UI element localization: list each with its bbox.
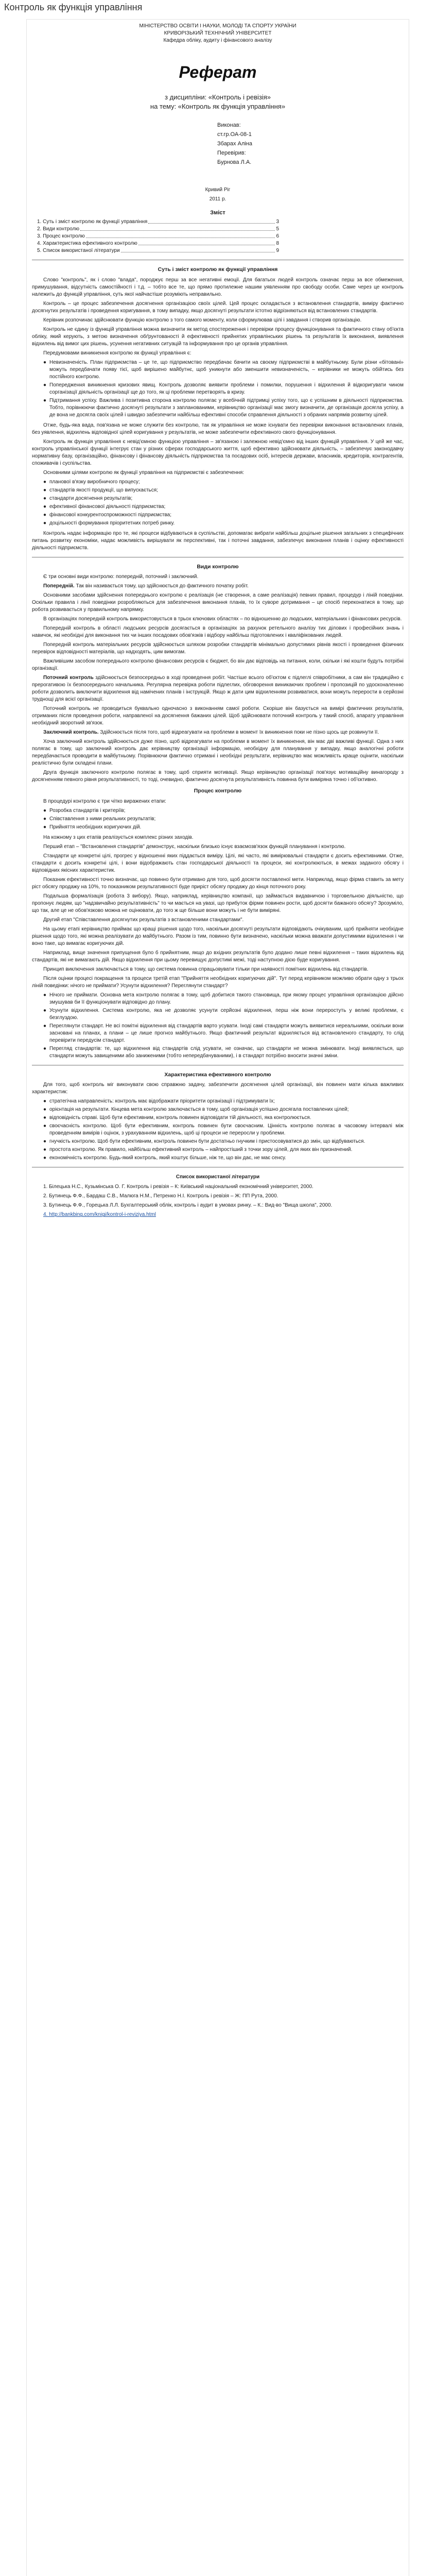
list-item: ● Підтримання успіху. Важлива і позитивна сторона контролю полягає у всебічній підтримці успіху того, що є успішним в діяльності підприємства. Тобто, порівнюючи фактично досягнуті результати з запланованими, керівництво організації має змогу визначити, де організація досягла успіху, а де вона не досягла своїх цілей і швидко забезпечити найбільш ефективні способи справлення діяльності з обраних напрямів розвитку цілей. xyxy=(43,397,404,418)
paragraph: Хоча заключний контроль здійснюється дуже пізно, щоб відреагувати на проблеми в момент їх виникнення, він має дві важливі функції. Одна з них полягає в тому, що заключний контроль дає керівництву організації інформацію, необхідну для планування у випадку, якщо аналогічні роботи передбачається проводити в майбутньому. Порівнюючи фактично отримані і необхідні результати, керівництво має можливість краще оцінити, наскільки реалістично були складені плани. xyxy=(32,739,404,767)
bullet-icon: ● xyxy=(43,520,47,526)
bullet-icon: ● xyxy=(43,1115,47,1121)
reference-item: 1. Білецька Н.С., Кузьмінська О. Г. Контроль і ревізія – К: Київський національний економічний університет, 2000. xyxy=(43,1184,313,1190)
bullet-icon: ● xyxy=(43,1147,47,1153)
author-block xyxy=(217,121,404,167)
paragraph: Показник ефективності точно визначає, що повинно бути отримано для того, щоб досягти поставленої мети. Наприклад, якщо фірма ставить за мету ріст обсягу продажу на 10%, то показником результативності буде приріст обсягу продажу до кінця поточного року. xyxy=(32,876,404,890)
author-line: ст.гр.ОА-08-1 xyxy=(217,131,252,138)
paragraph: Контроль – це процес забезпечення досягнення організацією своїх цілей. Цей процес складається з встановлення стандартів, виміру фактично досягнутих результатів і проведення коригування, в тому випадку, якщо досягнуті результати істотно відрізняються від встановлених стандартів. xyxy=(32,300,404,314)
paragraph: Передумовами виникнення контролю як функції управління є: xyxy=(43,350,191,356)
paragraph: Друга функція заключного контролю полягає в тому, щоб сприяти мотивації. Якщо керівництво організації пов'язує мотиваційну винагороду з досягненням певного рівня результативності, то тоді, очевидно, фактично досягнута результативність повинна бути виміряна точно і об'єктивно. xyxy=(32,770,404,783)
paragraph: Є три основні види контролю: попередній, поточний і заключний. xyxy=(43,574,199,580)
author-line: Збарах Аліна xyxy=(217,140,252,147)
paragraph: На кожному з цих етапів реалізується комплекс різних заходів. xyxy=(43,834,194,840)
paragraph: Контроль не єдину із функцій управління можна визначити як метод спостереження і перевірки процесу функціонування та фактичного стану об'єкта обліку, який керують, з метою визначення обґрунтованості й ефективності прийнятих управлінських рішень та результатів їх виконання, виявлення відхилень від вимог цих рішень, усунення негативних ситуацій та інформування про це органів управління. xyxy=(32,326,404,347)
list-item: ● орієнтація на результати. Кінцева мета контролю заключається в тому, щоб організація успішно досягала поставлених цілей; xyxy=(43,1107,349,1113)
list-item: ● Попередження виникнення кризових явищ. Контроль дозволяє виявити проблеми і помилки, порушення і відхилення й відкоригувати чином сорганізації діяльність організації ще до того, як ці проблеми перетворять в кризу. xyxy=(43,382,404,395)
paragraph: Контроль надає інформацію про те, які процеси відбуваються в суспільстві, допомагає вибрати найбільш доцільне рішення загальних з специфічних питань розвитку економіки, надає можливість вирішувати як перспективні, так і поточні завдання, забезпечує виконання планів і оцінку ефективності діяльності підприємств. xyxy=(32,530,404,551)
bullet-list xyxy=(32,1098,404,1162)
city-year xyxy=(32,185,404,204)
year: 2011 р. xyxy=(209,196,226,202)
list-item: ● економічність контролю. Будь-який контроль, який коштує більше, ніж те, що він дає, не має сенсу. xyxy=(43,1155,286,1161)
bullet-icon: ● xyxy=(43,1098,47,1105)
paragraph: Перший етап – "Встановлення стандартів" демонструє, наскільки близько існує взаємозв'язок функцій планування і контролю. xyxy=(43,843,346,850)
list-item: ● стандартів якості продукції, що випускається; xyxy=(43,487,158,493)
bullet-icon: ● xyxy=(43,1107,47,1113)
section-title: Характеристика ефективного контролю xyxy=(164,1071,271,1078)
paragraph: Керівник розпочинає здійснювати функцію контролю з того самого моменту, коли сформулював цілі і завдання і створив організацію. xyxy=(43,317,362,323)
toc-item[interactable]: 4. Характеристика ефективного контролю 8 xyxy=(37,240,279,246)
paragraph: Заключний контроль. Здійснюється після того, щоб відреагувати на проблеми в момент їх виникнення поки не пізно щось ще розвинути її. xyxy=(43,730,379,736)
bullet-list xyxy=(32,479,404,527)
paragraph: Важливішим засобом попереднього контролю фінансових ресурсів є бюджет, бо він дає відповідь на питання, коли, скільки і які кошти будуть потрібні організації. xyxy=(32,658,404,672)
paragraph: Основними цілями контролю як функції управління на підприємстві є забезпечення: xyxy=(43,469,245,476)
bullet-icon: ● xyxy=(43,824,47,830)
term-label: Поточний контроль xyxy=(43,675,94,681)
author-line: Перевірив: xyxy=(217,149,246,156)
paragraph: Після оцінки процесі покращення та процеси третій етап "Прийняття необхідних коригуючих дій". Тут перед керівником можливо обрати одну з трьох ліній поведінки: нічого не приймати? Усунути відхилення? Переглянути стандарт? xyxy=(32,975,404,989)
term-label: Заключний контроль. xyxy=(43,730,99,736)
bullet-list xyxy=(32,807,404,831)
list-item: ● фінансової конкурентоспроможності підприємства; xyxy=(43,512,172,518)
list-item: ● Співставлення з ними реальних результатів; xyxy=(43,816,156,822)
toc-item[interactable]: 2. Види контролю 5 xyxy=(37,226,279,232)
paragraph: Наприклад, вище значення припущення було б прийнятним, якщо до вхідних результатів було додано лише певні відхилення – таких відхилень від стандартів, які не вимагають дій. Якщо відхилення при цьому перевищує допустимі межі, тоді наступною дією буде коригування. xyxy=(32,950,404,963)
paragraph: Подальша формалізація (робота 3 вибору). Якщо, наприклад, керівництво компанії, що займається видавничою і торговельною діяльністю, що пропонує людям, що "надзвичайно результативність" то чи мається на увазі, що прибуток фірми повинен рости, щоб досягти бажаного обсягу? Зрозуміло, що так, але це не обов'язково можна не оцінювати, до того ж ще більше вони можуть і не бути виміряні. xyxy=(32,893,404,913)
bullet-icon: ● xyxy=(43,512,47,518)
bullet-icon: ● xyxy=(43,1045,47,1052)
list-item: ● доцільності формування пріоритетних потреб ринку. xyxy=(43,520,175,526)
bullet-icon: ● xyxy=(43,487,47,493)
toc-leader xyxy=(138,240,275,245)
bullet-icon: ● xyxy=(43,479,47,485)
toc-item[interactable]: 5. Список використаної літератури 9 xyxy=(37,247,279,253)
paragraph: Попередній. Так він називається тому, що здійснюється до фактичного початку робіт. xyxy=(43,583,249,589)
section-title: Процес контролю xyxy=(194,788,242,794)
term-label: Попередній. xyxy=(43,583,75,589)
list-item: ● Нічого не приймати. Основна мета контролю полягає в тому, щоб добитися такого становища, при якому процес управління організацією дійсно змушував би її функціонувати відповідно до плану. xyxy=(43,992,404,1005)
paragraph: Для того, щоб контроль міг виконувати свою справжню задачу, забезпечити досягнення цілей організації, він повинен мати кілька важливих характеристик: xyxy=(32,1082,404,1095)
list-item: ● Прийняття необхідних коригуючих дій. xyxy=(43,824,142,830)
list-item: ● ефективної фінансової діяльності підприємства; xyxy=(43,503,166,510)
bullet-icon: ● xyxy=(43,495,47,501)
toc-heading: Зміст xyxy=(210,209,225,216)
paragraph: Поточний контроль не проводиться буквально одночасно з виконанням самої роботи. Скоріше він базується на вимірі фактичних результатів, отриманих після проведення роботи, направленої на досягнення бажаних цілей. Щоб здійснювати поточний контроль у такий спосіб, апарату управління необхідний зворотний зв'язок. xyxy=(32,706,404,726)
bullet-icon: ● xyxy=(43,807,47,814)
list-item: ● Невизначеність. План підприємства – це те, що підприємство передбачає бачити на своєму підприємстві в майбутньому. Були різни «бітовані» можуть передбачати появу тієї, щоб вирішено майбутнє, щоб уникнути або зменшити невизначеність, – керівники не можуть обійтись без постійного контролю. xyxy=(43,359,404,380)
list-item: ● стратегічна направленість: контроль має відображати пріоритети організації і підтримувати їх; xyxy=(43,1098,275,1105)
list-item: ● Переглянути стандарт. Не всі помітні відхилення від стандартів варто усувати. Іноді самі стандарти можуть виявитися нереальними, оскільки вони засновані на планах, а плани – це лише прогноз майбутнього. Якщо фактичний результат відхиляється від встановленого стандарту, то слід перевірити передусім стандарт. xyxy=(43,1023,404,1043)
paragraph: Попередній контроль матеріальних ресурсів здійснюється шляхом розробки стандартів мінімально допустимих рівнів якості і проведення фізичних перевірок відповідності матеріалів, що надходять, цим вимогам. xyxy=(32,642,404,655)
author-line: Виконав: xyxy=(217,122,241,128)
city: Кривий Ріг xyxy=(205,187,231,193)
toc-item[interactable]: 1. Суть і зміст контролю як функції управління 3 xyxy=(37,218,279,225)
list-item: ● відповідність справі. Щоб бути ефективним, контроль повинен відповідати тій діяльності, яка контролюється. xyxy=(43,1115,311,1121)
list-item: ● своєчасність контролю. Щоб бути ефективним, контроль повинен бути своєчасним. Цінність контролю полягає в часовому інтервалі між проведенням вимірів і оцінок, з урахуванням відхилень, щоб ці процеси не переросли у проблеми. xyxy=(43,1123,404,1137)
bullet-icon: ● xyxy=(43,1155,47,1161)
referat-title: Реферат xyxy=(179,63,257,81)
bullet-icon: ● xyxy=(43,1123,47,1129)
table-of-contents xyxy=(37,218,279,255)
list-item: ● Усунути відхилення. Система контролю, яка не дозволяє усунути серйозні відхилення, перш ніж вони переростуть у великі проблеми, є безглуздою. xyxy=(43,1007,404,1021)
list-item: ● гнучкість контролю. Щоб бути ефективним, контроль повинен бути достатньо гнучким і пристосовуватися до змін, що відбуваються. xyxy=(43,1139,365,1145)
bullet-icon: ● xyxy=(43,1139,47,1145)
bullet-icon: ● xyxy=(43,1007,47,1013)
references-list xyxy=(32,1183,404,1218)
document-page xyxy=(27,20,409,2576)
section-title: Суть і зміст контролю як функції управління xyxy=(158,266,278,273)
department-line: Кафедра обліку, аудиту і фінансового аналізу xyxy=(163,38,272,43)
paragraph: Слово "контроль", як і слово "влада", породжує перш за все негативні емоції. Для багатьох людей контроль означає перш за все обмеження, примушування, відсутність самостійності і т.д. – тобто все те, що прямо протилежне нашим уявленням про свободу особи. Саме через це контроль належить до функцій управління, суть якої найчастіше розуміють неправильно. xyxy=(32,277,404,297)
ministry-line: МІНІСТЕРСТВО ОСВІТИ І НАУКИ, МОЛОДІ ТА СПОРТУ УКРАЇНИ xyxy=(139,23,297,29)
paragraph: Основними засобами здійснення попереднього контролю є реалізація (не створення, а саме реалізація) певних правил, процедур і ліній поведінки. Оскільки правила і лінії поведінки розробляються для забезпечення виконання планів, то їх суворе дотримання – це спосіб переконатися в тому, що робота розвивається у правильному напрямку. xyxy=(32,592,404,613)
bullet-icon: ● xyxy=(43,1023,47,1029)
bullet-list xyxy=(32,359,404,419)
list-item: ● планової в'язку виробничого процесу; xyxy=(43,479,140,485)
reference-item: 3. Бутинець Ф.Ф., Горецька Л.Л. Бухгалтерський облік, контроль і аудит в умовах ринку. – К.: Вид-во "Вища школа", 2000. xyxy=(43,1202,333,1209)
list-item: ● Перегляд стандартів: те, що відхилення від стандартів слід усувати, не означає, що стандарти не можна змінювати. Іноді виявляється, що стандарти можуть завищеними або заниженими (тобто непередбачуваними), і в стандарт потрібно вносити значні зміни. xyxy=(43,1045,404,1059)
references-title: Список використаної літератури xyxy=(176,1174,260,1180)
bullet-icon: ● xyxy=(43,397,47,403)
paragraph: Отже, будь-яка вада, пов'язана не може служити без контролю, так як управління не може існувати без перевірки виконання встановлених планів, без уявлення, відхилень відповідної цілей коригування у результатів, не може забезпечити ефективного свого функціонування. xyxy=(32,422,404,435)
paragraph: Попередній контроль в області людських ресурсів досягається в організаціях за рахунок ретельного аналізу тих ділових і професійних знань і навичок, які необхідні для виконання тих чи інших посадових обов'язків і відбору найбільш підготовлених і кваліфікованих людей. xyxy=(32,625,404,639)
toc-leader xyxy=(80,226,275,231)
paragraph: В організаціях попередній контроль використовується в трьох ключових областях – по відношенню до людських, матеріальних і фінансових ресурсів. xyxy=(43,616,402,622)
toc-leader xyxy=(86,233,275,238)
list-item: ● Розробка стандартів і критеріїв; xyxy=(43,807,126,814)
paragraph: Поточний контроль здійснюється безпосередньо в ході проведення робіт. Частіше всього об'єктом є підлеглі співробітники, а сам він традиційно є прерогативою їх безпосереднього начальника. Регулярна перевірка роботи підлеглих, обговорення виникаючих проблем і пропозицій по удосконаленню роботи дозволить виключити відхилення від намічених планів і інструкцій. Якщо ж дати цим відхиленням розвиватися, вони можуть перерости в серйозні труднощі для всієї організації. xyxy=(32,675,404,703)
toc-leader xyxy=(121,247,275,252)
toc-item[interactable]: 3. Процес контролю 6 xyxy=(37,233,279,239)
paragraph: Контроль як функція управління є невід'ємною функцією управління – зв'язаною і залежною невід'ємно від інших функцій управління. У цей же час, контроль управлінської функції інтегрує стан у різних сферах господарського життя, щоб ефективно здійснювати діяльність, – забезпечує законодавчу нормативну базу, організаційно, фінансову і фінансову діяльність підприємства та посадових осіб, інтересів держави, власників, кредиторів, контрагентів, споживачів і суспільства. xyxy=(32,438,404,466)
bullet-icon: ● xyxy=(43,359,47,365)
topic-line: на тему: «Контроль як функція управління» xyxy=(150,102,286,110)
bullet-icon: ● xyxy=(43,816,47,822)
bullet-icon: ● xyxy=(43,503,47,510)
paragraph: В процедурі контролю є три чітко виражених етапи: xyxy=(43,798,166,804)
paragraph: На цьому етапі керівництво приймає що кращі рішення щодо того, наскільки досягнуті результати відповідають очікуваним, щоб прийняти необхідне рішення щодо того, які можна реалізувати до майбутнього. Разом із тим, повинно бути визначено, наскільки можна вважати допустимими відхилення і чи воно таке, що вимагає коригуючих дій. xyxy=(32,926,404,946)
paragraph: Принцип виключення заключається в тому, що система повинна спрацьовувати тільки при наявності помітних відхилень від стандартів. xyxy=(43,966,369,972)
bullet-icon: ● xyxy=(43,992,47,998)
institution-header xyxy=(32,23,404,44)
bullet-list xyxy=(32,992,404,1060)
bullet-icon: ● xyxy=(43,382,47,388)
reference-link[interactable]: 4. http://bankbing.com/knigi/kontrol-i-reviziya.html xyxy=(43,1212,156,1218)
university-line: КРИВОРІЗЬКИЙ ТЕХНІЧНИЙ УНІВЕРСИТЕТ xyxy=(164,30,272,36)
reference-item: 2. Бутинець Ф.Ф., Бардаш С.В., Малюга Н.М., Петренко Н.І. Контроль і ревізія – Ж: ПП Рута, 2000. xyxy=(43,1193,278,1199)
toc-leader xyxy=(148,218,275,224)
paragraph: Стандарти це конкретні цілі, прогрес у відношенні яких піддається виміру. Цілі, які часто, які вимірювальні стандарти є досить ефективними. Отже, стандарти є досить конкретні цілі, і вони відображають стан господарської діяльності та процеси, які контролюються, в межах заданого обсягу і відповідних якісних характеристик. xyxy=(32,853,404,873)
subject-block xyxy=(32,93,404,111)
list-item: ● стандарти досягнення результатів; xyxy=(43,495,133,501)
document-title: Контроль як функція управління xyxy=(4,2,143,12)
discipline-line: з дисципліни: «Контроль і ревізія» xyxy=(165,93,271,101)
section-title: Види контролю xyxy=(197,563,239,570)
author-line: Бурнова Л.А. xyxy=(217,159,252,165)
list-item: ● простота контролю. Як правило, найбільш ефективний контроль – найпростіший з точки зору цілей, для яких він призначений. xyxy=(43,1147,353,1153)
paragraph: Другий етап "Співставлення досягнутих результатів з встановленими стандартами". xyxy=(43,917,244,923)
